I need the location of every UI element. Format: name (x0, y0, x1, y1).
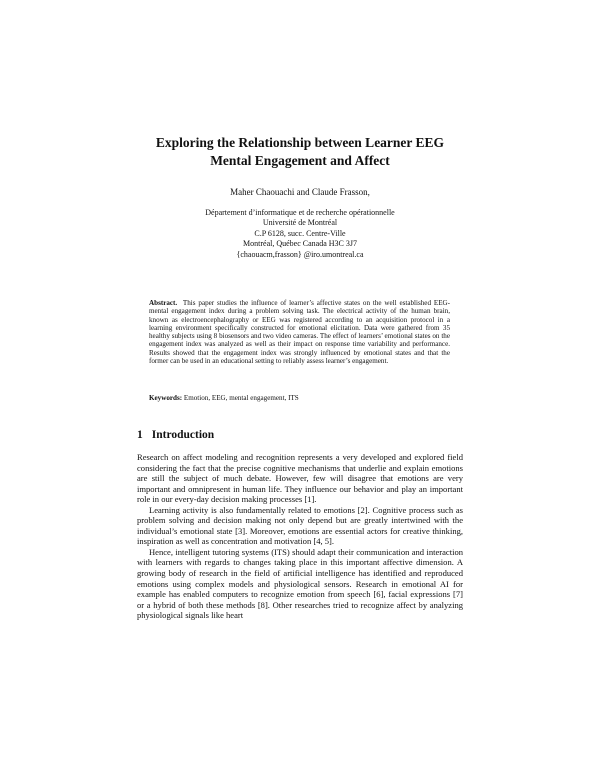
keywords-text: Emotion, EEG, mental engagement, ITS (183, 394, 299, 402)
section-number: 1 (137, 429, 143, 441)
affiliation-line: Université de Montréal (262, 218, 338, 228)
paragraph: Research on affect modeling and recognition represents a very developed and explored field considering the fact that the precise cognitive mechanisms that underlie and explain emotions are still the subject of much debate. However, few will disagree that emotions are very important and omnipresent in human life. They influence our behavior and play an important role in our every-day decision making processes [1]. (137, 452, 463, 505)
abstract-label: Abstract. (149, 299, 178, 307)
keywords (149, 394, 450, 402)
paragraph: Hence, intelligent tutoring systems (ITS) should adapt their communication and interaction with learners with regards to changes taking place in this important affective dimension. A growing body of research in the field of artificial intelligence has identified and reproduced emotions using complex models and physiological sensors. Research in emotional AI for example has enabled computers to recognize emotion from speech [6], facial expressions [7] or a hybrid of both these methods [8]. Other researches tried to recognize affect by analyzing physiological signals like heart (137, 546, 463, 621)
title-line-1: Exploring the Relationship between Learner EEG (155, 135, 445, 150)
authors: Maher Chaouachi and Claude Frasson, (230, 187, 370, 197)
paragraph: Learning activity is also fundamentally related to emotions [2]. Cognitive process such as problem solving and decision making not only depend but are greatly intertwined with the individual’s emotional state [3]. Moreover, emotions are essential actors for creative thinking, inspiration as well as concentration and motivation [4, 5]. (137, 504, 463, 547)
title-line-2: Mental Engagement and Affect (210, 153, 390, 168)
affiliation (150, 208, 450, 260)
introduction-body (137, 452, 463, 621)
abstract-text: This paper studies the influence of learner’s affective states on the well established EEG-mental engagement index during a problem solving task. The electrical activity of the human brain, known as electroencephalography or EEG was registered according to an acquisition protocol in a learning environment specifically constructed for emotional elicitation. Data were gathered from 35 healthy subjects using 8 biosensors and two video cameras. The effect of learners’ emotional states on the engagement index was analyzed as well as their impact on response time variability and performance. Results showed that the engagement index was strongly influenced by emotional states and that the former can be used in an educational setting to reliably assess learner’s engagement. (149, 299, 451, 365)
affiliation-line: Département d’informatique et de recherche opérationnelle (205, 208, 395, 217)
keywords-label: Keywords: (149, 394, 183, 402)
affiliation-email: {chaouacm,frasson} @iro.umontreal.ca (236, 249, 364, 259)
affiliation-line: C.P 6128, succ. Centre-Ville (254, 228, 346, 238)
affiliation-line: Montréal, Québec Canada H3C 3J7 (243, 239, 357, 249)
section-heading (137, 428, 214, 442)
paper-title (100, 134, 500, 170)
abstract (149, 299, 450, 365)
section-title: Introduction (151, 429, 215, 441)
